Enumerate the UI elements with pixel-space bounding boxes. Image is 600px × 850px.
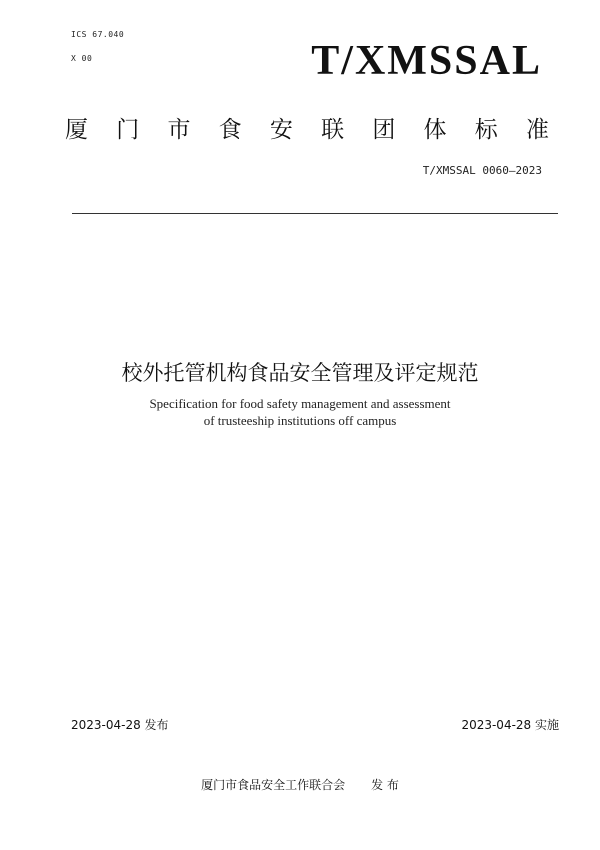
org-char: 团 [372, 117, 396, 143]
english-title-line-2: of trusteeship institutions off campus [203, 413, 397, 428]
org-char: 门 [116, 117, 140, 143]
org-char: 联 [321, 117, 345, 143]
document-number: T/XMSSAL 0060—2023 [422, 164, 542, 177]
org-char: 标 [474, 117, 498, 143]
issuer-verb: 发 布 [371, 778, 399, 792]
org-char: 体 [423, 117, 447, 143]
header-divider [72, 213, 558, 214]
issuer-name: 厦门市食品安全工作联合会 [201, 778, 346, 792]
implementation-date: 2023-04-28 实施 [461, 718, 559, 732]
english-title-line-1: Specification for food safety management and assessment [149, 396, 451, 411]
classification-code: X 00 [71, 54, 93, 63]
standard-logo: T/XMSSAL [311, 38, 542, 84]
org-char: 准 [525, 117, 549, 143]
document-title-chinese: 校外托管机构食品安全管理及评定规范 [121, 361, 479, 385]
ics-code: ICS 67.040 [71, 30, 125, 39]
org-char: 安 [269, 117, 293, 143]
document-title-english [0, 395, 600, 429]
organization-title [65, 116, 549, 144]
issuing-organization [0, 776, 600, 793]
org-char: 厦 [65, 117, 88, 143]
publish-date: 2023-04-28 发布 [71, 718, 169, 732]
org-char: 食 [218, 117, 242, 143]
org-char: 市 [167, 117, 191, 143]
